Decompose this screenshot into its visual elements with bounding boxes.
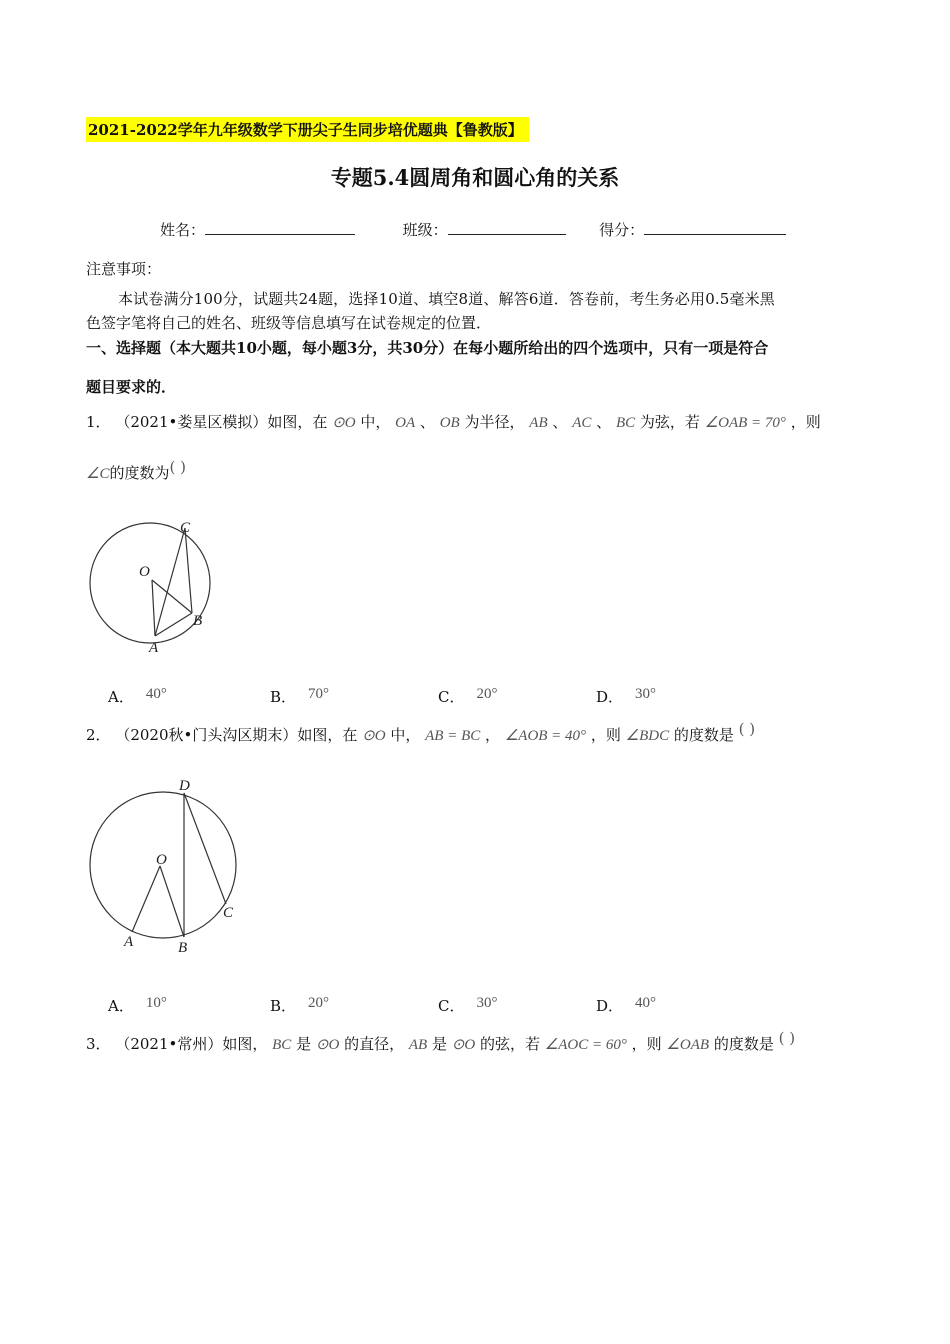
text: ，则 [631,1035,662,1053]
chord-bc [185,528,192,613]
text: 、 [596,413,612,431]
option-c[interactable] [438,686,497,707]
option-letter: C． [438,688,465,706]
option-b[interactable] [270,995,329,1016]
option-value: 70° [308,686,330,702]
option-letter: A． [108,997,134,1015]
question-number: 1． [86,413,111,431]
text: 、 [419,413,435,431]
score-field[interactable] [644,220,786,235]
radius-oa [152,580,155,636]
math-bc: BC [615,415,636,431]
text: 是 [431,1035,447,1053]
score-label: 得分： [599,221,645,239]
label-a: A [149,640,159,656]
notice-line-2: 色签字笔将自己的姓名、班级等信息填写在试卷规定的位置． [86,314,492,332]
math-condition: ∠AOC = 60° [544,1037,627,1053]
math-condition: ∠OAB = 70° [704,415,786,431]
label-o: O [156,852,167,868]
radius-ob [152,580,192,613]
student-info [160,219,786,240]
question-number: 3． [86,1035,111,1053]
math-oa: OA [395,415,416,431]
radius-oa [132,866,160,932]
option-value: 20° [308,995,330,1011]
radius-ob [160,866,184,937]
math-ob: OB [439,415,460,431]
text: 中， [360,413,391,431]
circle [90,523,210,643]
option-letter: C． [438,997,465,1015]
notice-heading: 注意事项： [86,260,162,278]
math-angle: ∠C [86,466,110,482]
option-letter: D． [596,688,624,706]
math-arcs: AB = BC [425,728,481,744]
page-title: 专题5.4圆周角和圆心角的关系 [330,165,620,190]
label-b: B [193,613,203,629]
name-field[interactable] [205,220,355,235]
question-2-stem [86,720,756,745]
text: ， [485,726,501,744]
label-b: B [178,940,188,956]
math-bc: BC [272,1037,292,1053]
label-c: C [180,520,191,536]
option-letter: D． [596,997,624,1015]
option-value: 40° [145,686,167,702]
option-a[interactable] [108,995,167,1016]
circle-symbol: ⊙O [451,1037,476,1053]
series-header: 2021-2022学年九年级数学下册尖子生同步培优题典【鲁教版】 [86,117,529,142]
option-b[interactable] [270,686,329,707]
option-value: 40° [635,995,657,1011]
chord-dc [184,793,226,904]
circle-symbol: ⊙O [332,415,356,431]
math-condition: ∠AOB = 40° [504,728,587,744]
question-number: 2． [86,726,111,744]
text: ，则 [790,413,821,431]
answer-paren: ( ) [738,720,756,738]
question-source: （2021•常州）如图， [115,1035,268,1053]
option-c[interactable] [438,995,497,1016]
question-source: （2021•娄星区模拟）如图，在 [115,413,328,431]
label-a: A [124,934,134,950]
text: 的直径， [344,1035,405,1053]
label-o: O [139,564,150,580]
text: 为弦，若 [639,413,700,431]
option-value: 10° [145,995,167,1011]
label-c: C [223,905,234,921]
option-value: 20° [476,686,498,702]
option-letter: B． [270,997,297,1015]
option-value: 30° [476,995,498,1011]
section-heading-cont: 题目要求的． [86,378,177,396]
answer-paren: ( ) [169,458,186,476]
class-field[interactable] [448,220,566,235]
question-source: （2020秋•门头沟区期末）如图，在 [115,726,358,744]
option-d[interactable] [596,686,656,707]
text: 为半径， [464,413,525,431]
math-ab: AB [408,1037,428,1053]
notice-line-1: 本试卷满分100分，试题共24题，选择10道、填空8道、解答6道．答卷前，考生务必用0.5毫米黑 [118,290,775,308]
option-letter: B． [270,688,297,706]
option-d[interactable] [596,995,656,1016]
class-label: 班级： [402,221,448,239]
math-ac: AC [572,415,592,431]
text: 的度数为 [109,464,170,482]
question-1-figure [80,508,230,658]
text: 的度数是 [713,1035,774,1053]
question-3-stem [86,1029,796,1054]
question-1-stem [86,411,821,432]
option-letter: A． [108,688,134,706]
text: 的弦，若 [479,1035,540,1053]
math-ab: AB [529,415,548,431]
circle-symbol: ⊙O [362,728,386,744]
text: ，则 [590,726,621,744]
answer-paren: ( ) [778,1029,796,1047]
math-angle: ∠OAB [666,1037,710,1053]
text: 是 [296,1035,312,1053]
question-2-figure [80,772,250,958]
text: 、 [552,413,568,431]
option-value: 30° [635,686,657,702]
math-angle: ∠BDC [625,728,670,744]
text: 中， [390,726,421,744]
circle-symbol: ⊙O [315,1037,340,1053]
question-1-stem-cont [86,458,186,483]
label-d: D [179,778,190,794]
option-a[interactable] [108,686,167,707]
text: 的度数是 [673,726,734,744]
section-heading: 一、选择题（本大题共10小题，每小题3分，共30分）在每小题所给出的四个选项中，只有一项是符合 [86,339,769,357]
name-label: 姓名： [160,221,206,239]
